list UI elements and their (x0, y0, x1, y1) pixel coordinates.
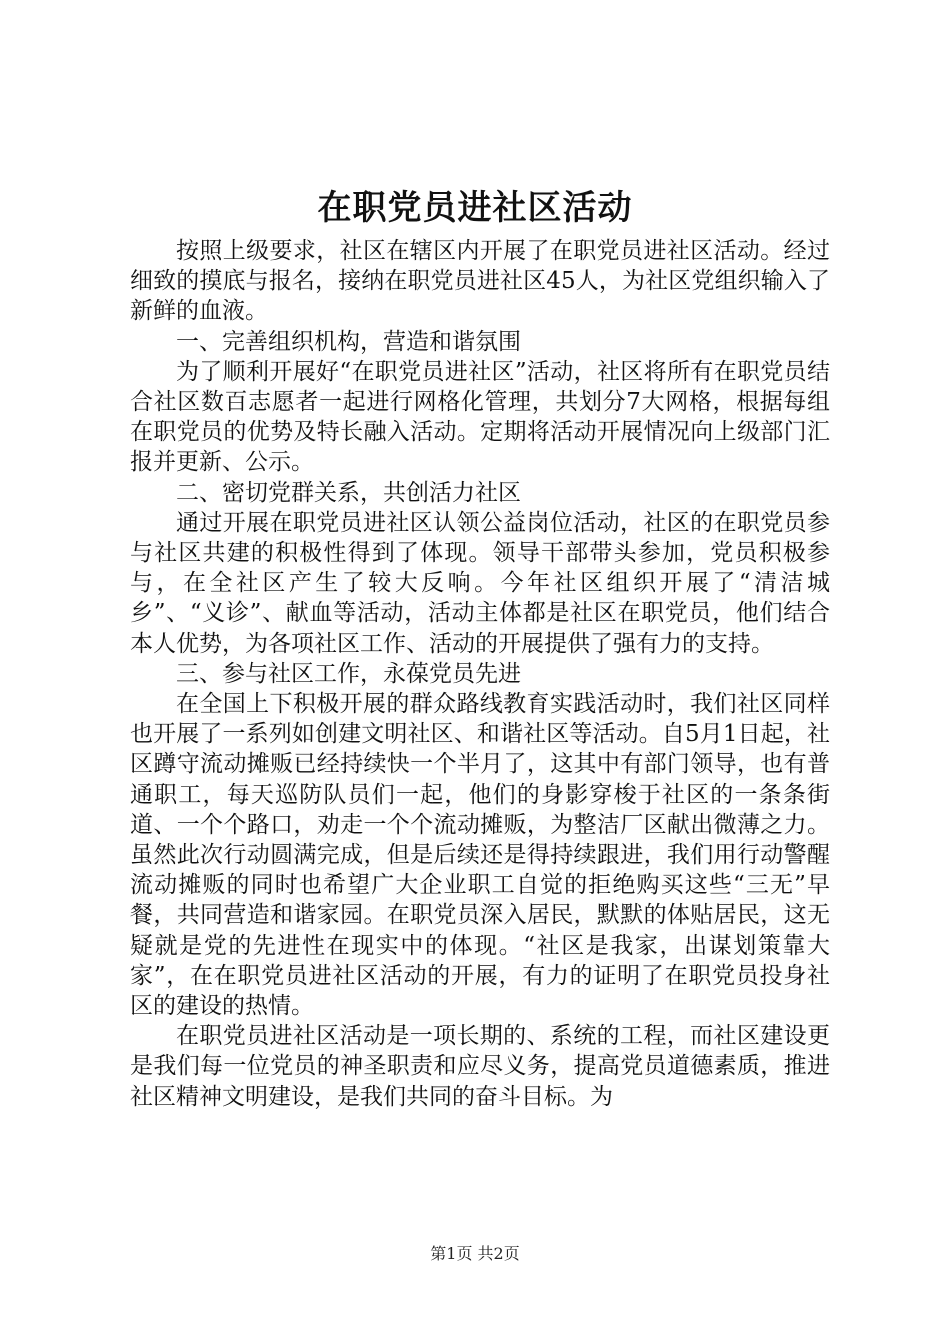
paragraph-section-3: 在全国上下积极开展的群众路线教育实践活动时，我们社区同样也开展了一系列如创建文明社区、和谐社区等活动。自5月1日起，社区蹲守流动摊贩已经持续快一个半月了，这其中有部门领导，也有普通职工，每天巡防队员们一起，他们的身影穿梭于社区的一条条街道、一个个路口，劝走一个个流动摊贩，为整洁厂区献出微薄之力。虽然此次行动圆满完成，但是后续还是得持续跟进，我们用行动警醒流动摊贩的同时也希望广大企业职工自觉的拒绝购买这些“三无”早餐，共同营造和谐家园。在职党员深入居民，默默的体贴居民，这无疑就是党的先进性在现实中的体现。“社区是我家，出谋划策靠大家”，在在职党员进社区活动的开展，有力的证明了在职党员投身社区的建设的热情。 (130, 691, 830, 1020)
paragraph-intro: 按照上级要求，社区在辖区内开展了在职党员进社区活动。经过细致的摸底与报名，接纳在职党员进社区45人，为社区党组织输入了新鲜的血液。 (130, 238, 830, 325)
page-footer: 第1页 共2页 (430, 1244, 520, 1263)
document-body (130, 236, 830, 1112)
paragraph-section-2: 通过开展在职党员进社区认领公益岗位活动，社区的在职党员参与社区共建的积极性得到了体现。领导干部带头参加，党员积极参与，在全社区产生了较大反响。今年社区组织开展了“清洁城乡”、“义诊”、献血等活动，活动主体都是社区在职党员，他们结合本人优势，为各项社区工作、活动的开展提供了强有力的支持。 (130, 509, 830, 657)
paragraph-section-1: 为了顺利开展好“在职党员进社区”活动，社区将所有在职党员结合社区数百志愿者一起进行网格化管理，共划分7大网格，根据每组在职党员的优势及特长融入活动。定期将活动开展情况向上级部门汇报并更新、公示。 (130, 358, 830, 476)
document-title: 在职党员进社区活动 (317, 188, 633, 228)
section-heading-2: 二、密切党群关系，共创活力社区 (176, 479, 521, 506)
section-heading-1: 一、完善组织机构，营造和谐氛围 (176, 328, 521, 355)
section-heading-3: 三、参与社区工作，永葆党员先进 (176, 660, 521, 687)
paragraph-conclusion: 在职党员进社区活动是一项长期的、系统的工程，而社区建设更是我们每一位党员的神圣职责和应尽义务，提高党员道德素质，推进社区精神文明建设，是我们共同的奋斗目标。为 (130, 1023, 830, 1110)
